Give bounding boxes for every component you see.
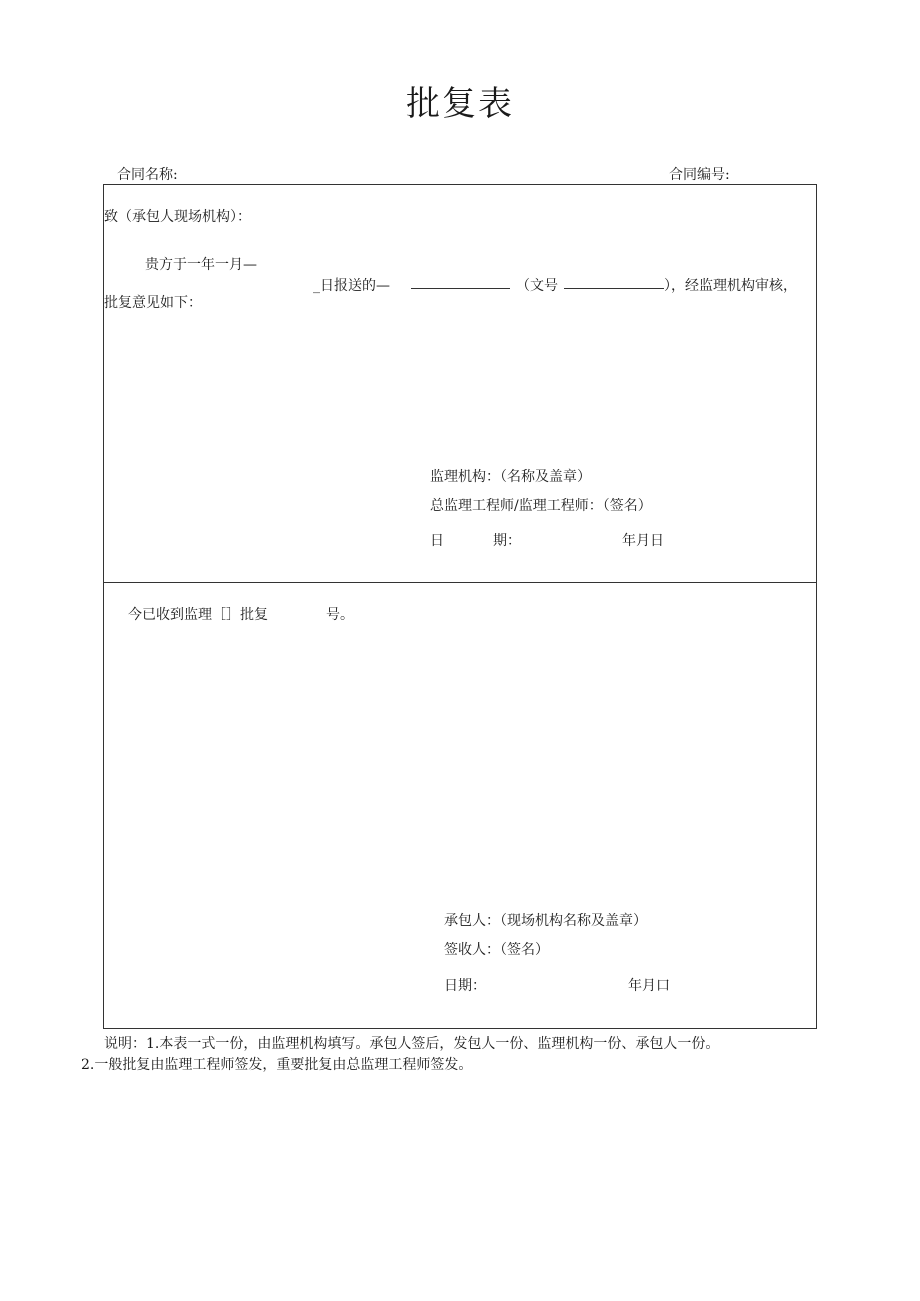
date-label-2: 日期： — [444, 978, 486, 994]
date-label-char-1: 日 — [430, 533, 444, 549]
doc-number-blank — [564, 276, 664, 289]
contractor-label: 承包人：（现场机构名称及盖章） — [444, 913, 647, 929]
note-line-1: 说明：1.本表一式一份，由监理机构填写。承包人签后，发包人一份、监理机构一份、承包人一份。 — [104, 1036, 720, 1052]
opinion-label: 批复意见如下： — [104, 295, 202, 311]
note-line-2: 2.一般批复由监理工程师签发，重要批复由总监理工程师签发。 — [81, 1057, 473, 1073]
date-value-1: 年月日 — [622, 533, 664, 549]
contract-number-label: 合同编号: — [669, 167, 730, 183]
received-suffix: 号。 — [326, 607, 354, 623]
supervision-org-label: 监理机构：（名称及盖章） — [430, 469, 591, 485]
recipient-label: 致（承包人现场机构）： — [104, 209, 251, 225]
contract-name-label: 合同名称: — [117, 167, 178, 183]
review-text: ），经监理机构审核， — [664, 278, 797, 294]
date-label-char-2: 期： — [493, 533, 521, 549]
date-value-2: 年月口 — [628, 978, 670, 994]
doc-number-label: （文号 — [516, 278, 558, 294]
received-text: 今已收到监理［］批复 — [128, 607, 268, 623]
submitted-doc-text: _日报送的— — [313, 278, 390, 294]
signer-label: 签收人：（签名） — [444, 942, 549, 958]
submission-date-text: 贵方于一年一月— — [145, 257, 257, 273]
form-title: 批复表 — [406, 84, 514, 124]
section-divider — [103, 582, 817, 583]
chief-engineer-label: 总监理工程师/监理工程师：（签名） — [430, 498, 652, 514]
document-name-blank — [411, 276, 510, 289]
